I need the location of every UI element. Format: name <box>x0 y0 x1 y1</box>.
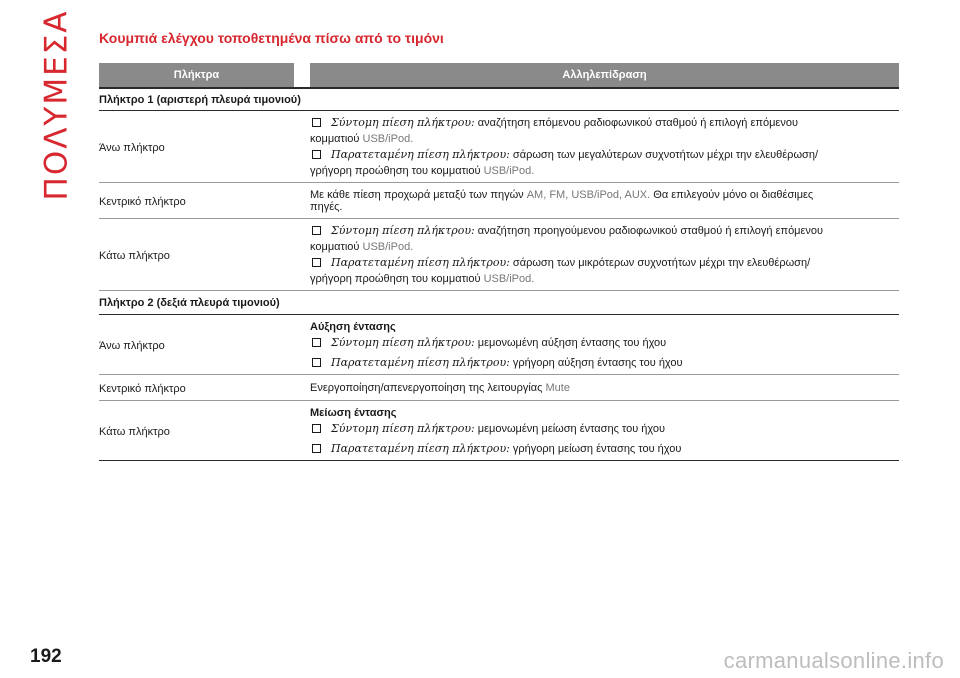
section-title: Πλήκτρο 2 (δεξιά πλευρά τιμονιού) <box>99 291 899 315</box>
table-row <box>99 183 899 219</box>
checkbox-bullet-icon <box>312 338 321 347</box>
section-title: Πλήκτρο 1 (αριστερή πλευρά τιμονιού) <box>99 87 899 111</box>
table-header <box>99 63 899 87</box>
page-number: 192 <box>30 646 62 667</box>
bullet-item <box>310 441 899 457</box>
action-subtitle: Αύξηση έντασης <box>310 321 396 333</box>
checkbox-bullet-icon <box>312 444 321 453</box>
checkbox-bullet-icon <box>312 258 321 267</box>
press-type: Παρατεταμένη πίεση πλήκτρου: <box>331 148 510 161</box>
press-type: Παρατεταμένη πίεση πλήκτρου: <box>331 356 510 369</box>
button-name: Κάτω πλήκτρο <box>99 425 170 438</box>
checkbox-bullet-icon <box>312 150 321 159</box>
interaction-text: Ενεργοποίηση/απενεργοποίηση της λειτουργίας Mute <box>310 382 570 394</box>
press-type: Παρατεταμένη πίεση πλήκτρου: <box>331 442 510 455</box>
table-row <box>99 315 899 375</box>
interaction-text <box>310 315 899 374</box>
section-side-tab <box>28 9 84 201</box>
header-interaction: Αλληλεπίδραση <box>310 63 899 87</box>
table-row <box>99 111 899 183</box>
table-row <box>99 219 899 291</box>
bullet-text: μεμονωμένη αύξηση έντασης του ήχου <box>474 337 667 349</box>
bullet-text: γρήγορη μείωση έντασης του ήχου <box>509 443 682 455</box>
checkbox-bullet-icon <box>312 358 321 367</box>
bullet-item <box>310 223 899 239</box>
header-buttons: Πλήκτρα <box>99 63 294 87</box>
interaction-text <box>310 401 899 460</box>
bullet-item <box>310 421 899 437</box>
checkbox-bullet-icon <box>312 118 321 127</box>
bullet-text: σάρωση των μεγαλύτερων συχνοτήτων μέχρι την ελευθέρωση/ <box>509 149 818 161</box>
button-name: Άνω πλήκτρο <box>99 339 165 352</box>
bullet-item <box>310 355 899 371</box>
bullet-item <box>310 255 899 271</box>
press-type: Παρατεταμένη πίεση πλήκτρου: <box>331 256 510 269</box>
button-name: Κεντρικό πλήκτρο <box>99 195 186 208</box>
checkbox-bullet-icon <box>312 226 321 235</box>
press-type: Σύντομη πίεση πλήκτρου: <box>331 422 475 435</box>
table-row <box>99 401 899 461</box>
button-name: Κεντρικό πλήκτρο <box>99 382 186 395</box>
bullet-continuation: γρήγορη προώθηση του κομματιού USB/iPod. <box>310 273 535 285</box>
bullet-text: αναζήτηση επόμενου ραδιοφωνικού σταθμού ή επιλογή επόμενου <box>474 117 798 129</box>
interaction-text: Με κάθε πίεση προχωρά μεταξύ των πηγών AM, FM, USB/iPod, AUX. Θα επιλεγούν μόνο οι διαθέσιμες πηγές. <box>310 189 814 213</box>
bullet-text: μεμονωμένη μείωση έντασης του ήχου <box>474 423 666 435</box>
bullet-item <box>310 335 899 351</box>
bullet-continuation: γρήγορη προώθηση του κομματιού USB/iPod. <box>310 165 535 177</box>
action-subtitle: Μείωση έντασης <box>310 407 397 419</box>
button-name: Άνω πλήκτρο <box>99 141 165 154</box>
watermark: carmanualsonline.info <box>723 648 944 673</box>
bullet-continuation: κομματιού USB/iPod. <box>310 241 414 253</box>
bullet-text: σάρωση των μικρότερων συχνοτήτων μέχρι την ελευθέρωση/ <box>509 257 811 269</box>
checkbox-bullet-icon <box>312 424 321 433</box>
page-title: Κουμπιά ελέγχου τοποθετημένα πίσω από το τιμόνι <box>99 30 444 46</box>
table-row <box>99 375 899 401</box>
interaction-text <box>310 111 899 182</box>
bullet-continuation: κομματιού USB/iPod. <box>310 133 414 145</box>
side-tab-label: ΠΟΛΥΜΕΣΑ <box>38 9 75 201</box>
bullet-text: αναζήτηση προηγούμενου ραδιοφωνικού σταθμού ή επιλογή επόμενου <box>474 225 824 237</box>
bullet-item <box>310 147 899 163</box>
controls-table <box>99 63 899 461</box>
button-name: Κάτω πλήκτρο <box>99 249 170 262</box>
press-type: Σύντομη πίεση πλήκτρου: <box>331 224 475 237</box>
header-gap <box>294 63 310 87</box>
press-type: Σύντομη πίεση πλήκτρου: <box>331 116 475 129</box>
press-type: Σύντομη πίεση πλήκτρου: <box>331 336 475 349</box>
bullet-text: γρήγορη αύξηση έντασης του ήχου <box>509 357 683 369</box>
interaction-text <box>310 219 899 290</box>
bullet-item <box>310 115 899 131</box>
